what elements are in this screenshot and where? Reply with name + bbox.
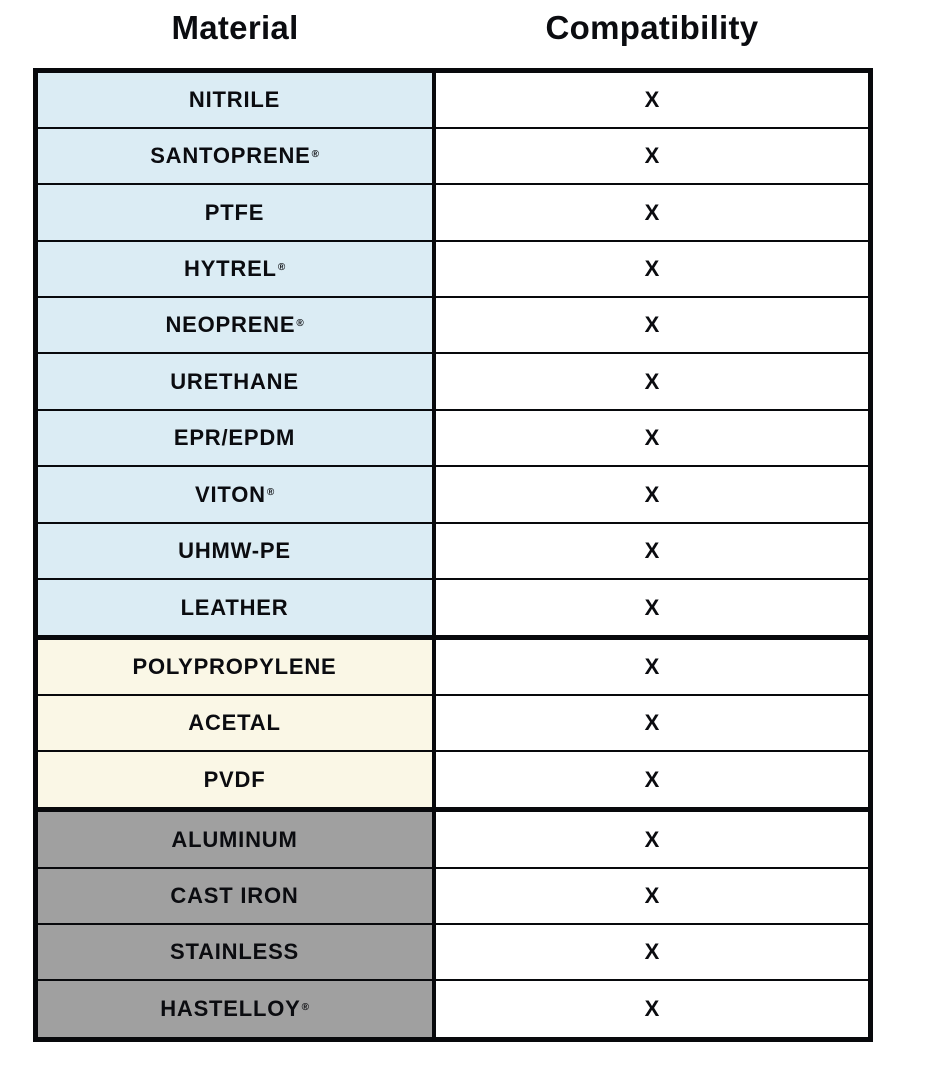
table-row: NEOPRENE ® X (38, 298, 868, 352)
compat-mark: X (436, 467, 868, 522)
table-row (38, 411, 868, 465)
table-row (38, 696, 868, 750)
compat-mark: X (436, 812, 868, 867)
table-row (38, 752, 868, 807)
table-row (38, 640, 868, 694)
plastic-group (38, 640, 868, 807)
material-name: HASTELLOY (160, 996, 301, 1021)
compat-mark: X (436, 242, 868, 296)
compat-mark: X (436, 640, 868, 694)
material-name: SANTOPRENE (150, 143, 311, 168)
material-name: ALUMINUM (171, 826, 298, 852)
material-name: STAINLESS (169, 939, 300, 964)
material-name: URETHANE (170, 368, 299, 394)
metal-group (38, 812, 868, 1037)
compat-mark: X (436, 411, 868, 465)
table-row (38, 812, 868, 867)
material-name: CAST IRON (170, 883, 299, 908)
compat-mark: X (436, 298, 868, 352)
table-row (38, 580, 868, 635)
compat-mark: X (436, 580, 868, 635)
material-name: HYTREL (184, 256, 277, 281)
table-row: SANTOPRENE ® X (38, 129, 868, 183)
compat-mark: X (436, 354, 868, 409)
table-row (38, 73, 868, 127)
material-name: LEATHER (180, 594, 289, 620)
material-name: EPR/EPDM (173, 425, 296, 450)
material-column-header: Material (171, 9, 299, 46)
table-row (38, 354, 868, 409)
material-name: ACETAL (188, 710, 281, 735)
table-row (38, 524, 868, 578)
compat-mark: X (436, 752, 868, 807)
compat-mark: X (436, 696, 868, 750)
material-name: UHMW-PE (178, 538, 291, 563)
compat-mark: X (436, 869, 868, 923)
compat-mark: X (436, 925, 868, 979)
material-name: VITON (195, 481, 266, 507)
compat-mark: X (436, 185, 868, 240)
table-row (38, 185, 868, 240)
elastomer-group (38, 73, 868, 635)
table-row: HYTREL ® X (38, 242, 868, 296)
material-name: PTFE (204, 199, 265, 225)
material-name: PVDF (203, 766, 266, 792)
compatibility-column-header: Compatibility (545, 9, 759, 46)
material-name: NEOPRENE (165, 312, 296, 337)
material-name: NITRILE (188, 87, 281, 112)
compatibility-table (33, 68, 873, 1042)
table-row (38, 925, 868, 979)
compat-mark: X (436, 524, 868, 578)
table-row: HASTELLOY ® X (38, 981, 868, 1037)
material-name: POLYPROPYLENE (132, 654, 337, 679)
compat-mark: X (436, 981, 868, 1037)
table-row: VITON ® X (38, 467, 868, 522)
compat-mark: X (436, 73, 868, 127)
table-row (38, 869, 868, 923)
compat-mark: X (436, 129, 868, 183)
